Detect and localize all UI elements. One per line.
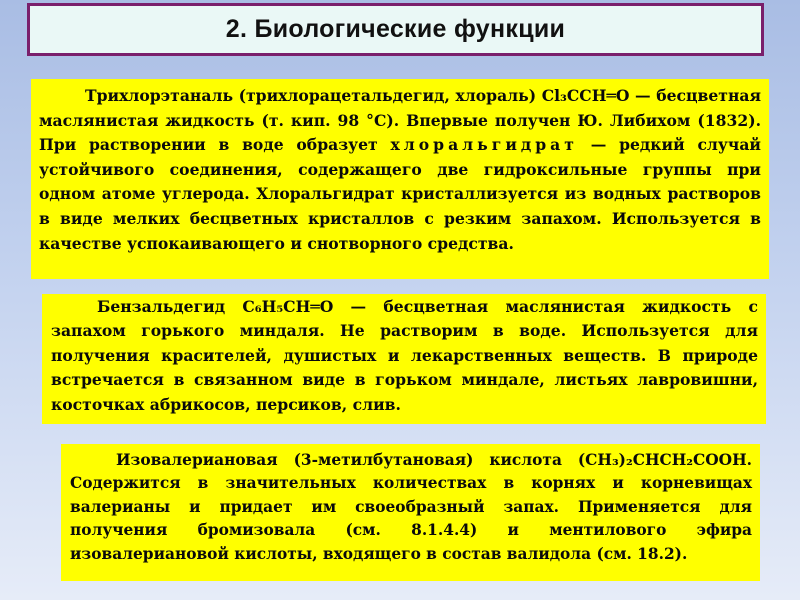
isovaleric-acid-paragraph: Изовалериановая (3-метилбутановая) кислота (CH₃)₂CHCH₂COOH. Содержится в значительных количествах в корнях и корневищах валерианы и придает им своеобразный запах. Применяется для получения бромизовала (см. 8.1.4.4) и ментилового эфира изовалериановой кислоты, входящего в состав валидола (см. 18.2). (70, 451, 752, 563)
chloral-hydrate-term: хлоральгидрат (390, 135, 578, 155)
text-card-benzaldehyde (42, 294, 766, 424)
chloral-paragraph (39, 84, 761, 256)
text-card-chloral (31, 79, 769, 279)
benzaldehyde-paragraph: Бензальдегид C₆H₅CH═O — бесцветная маслянистая жидкость с запахом горького миндаля. Не растворим в воде. Используется для получения красителей, душистых и лекарственных веществ. В природе встречается в связанном виде в горьком миндале, листьях лавровишни, косточках абрикосов, персиков, слив. (51, 297, 758, 414)
chloral-text-part1: Трихлорэтаналь (трихлорацетальдегид, хлораль) Cl₃CCH═O — бесцветная маслянистая жидкость (т. кип. 98 °С). Впервые получен Ю. Либихом (1832). При растворении в воде образует (39, 86, 761, 155)
slide-title: 2. Биологические функции (225, 15, 566, 43)
text-card-isovaleric-acid (61, 444, 760, 581)
chloral-text-part2: — редкий случай устойчивого соединения, содержащего две гидроксильные группы при одном атоме углерода. Хлоральгидрат кристаллизуется из водных растворов в виде мелких бесцветных кристаллов с резким запахом. Используется в качестве успокаивающего и снотворного средства. (39, 135, 761, 253)
slide-title-box (27, 3, 764, 56)
